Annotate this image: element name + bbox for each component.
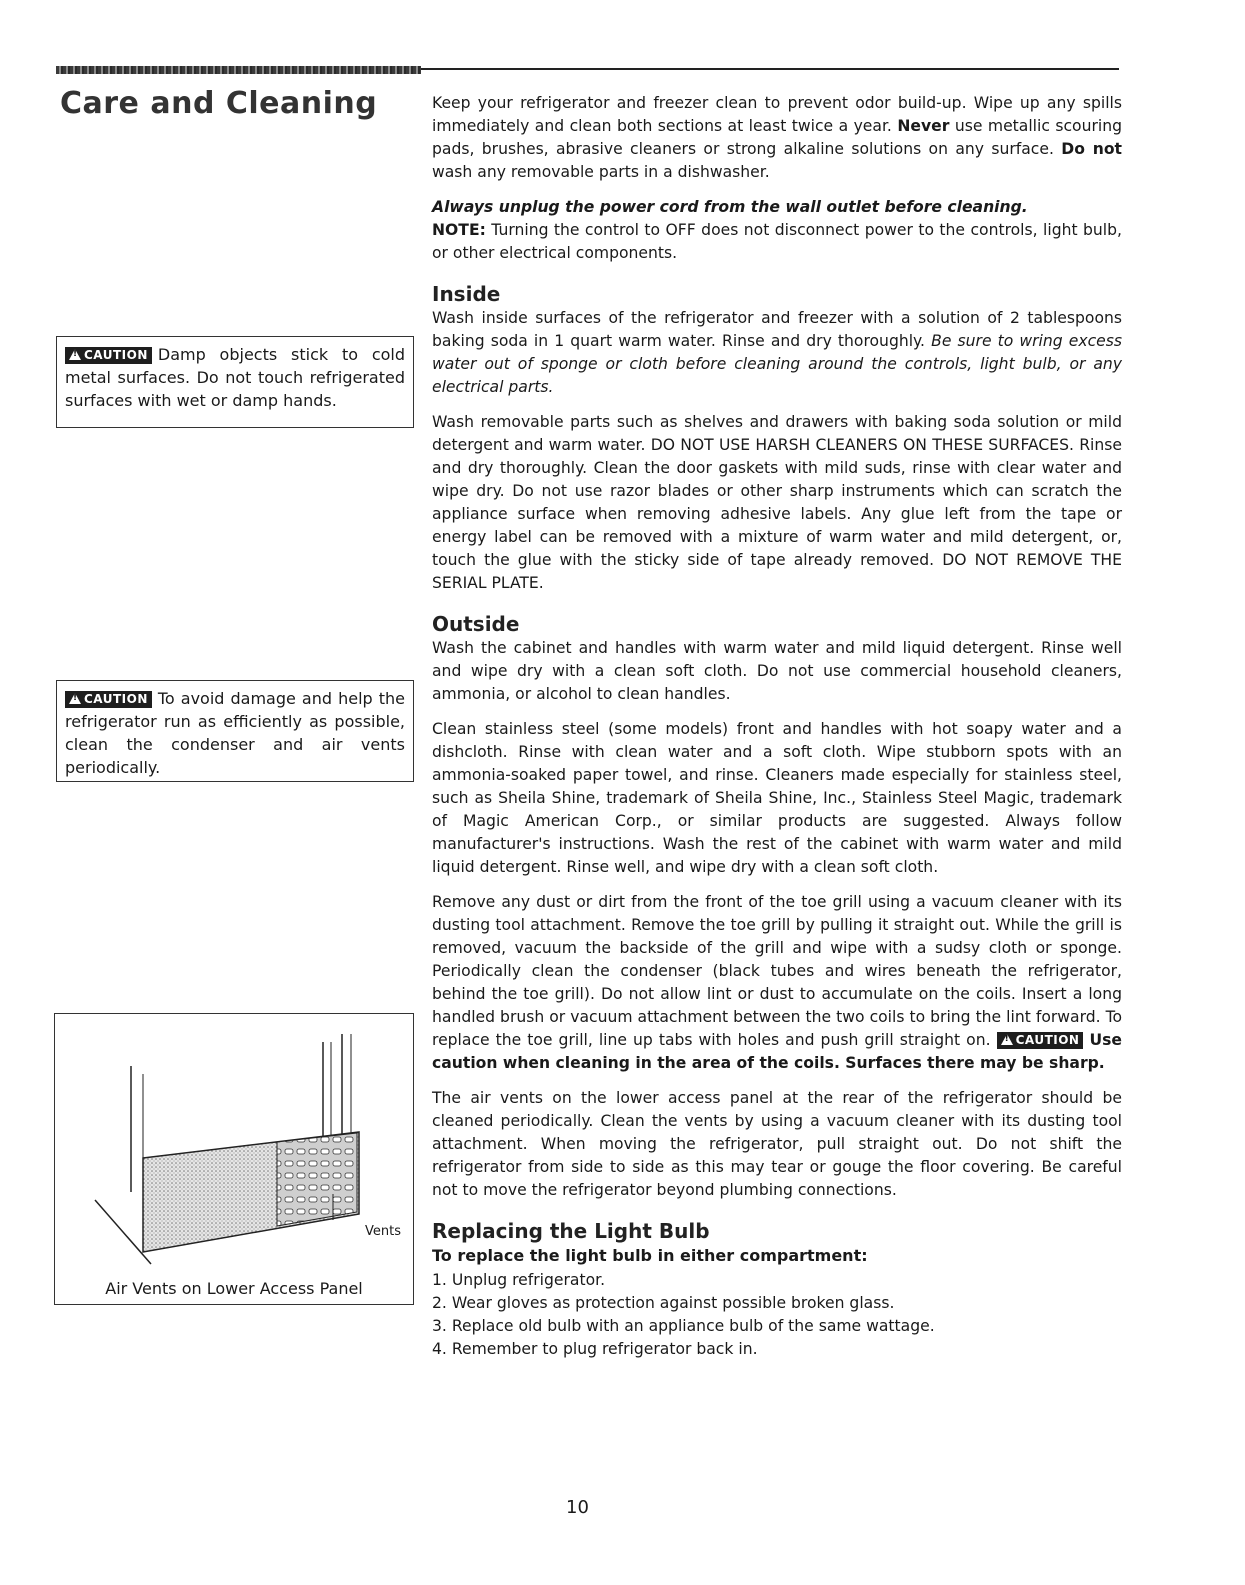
- bulb-steps-list: [432, 1269, 1122, 1361]
- bulb-heading: Replacing the Light Bulb: [432, 1219, 710, 1243]
- figure-caption: Air Vents on Lower Access Panel: [105, 1279, 363, 1298]
- main-content: [432, 92, 1122, 1361]
- warning-icon: [1001, 1034, 1013, 1045]
- note-text: Turning the control to OFF does not disconnect power to the controls, light bulb, or other electrical components.: [432, 221, 1122, 262]
- outside-paragraph-1: Wash the cabinet and handles with warm water and mild liquid detergent. Rinse well and wipe dry with a clean soft cloth. Do not use commercial household cleaners, ammonia, or alcohol to clean handles.: [432, 639, 1122, 703]
- bulb-subheading: To replace the light bulb in either compartment:: [432, 1246, 868, 1265]
- coil-caution-text: Use caution when cleaning in the area of the coils. Surfaces there may be sharp.: [432, 1031, 1123, 1072]
- intro-text: use metallic scouring pads, brushes, abrasive cleaners or strong alkaline solutions on any surface.: [432, 117, 1122, 158]
- caution-box-damp: [56, 336, 414, 428]
- unplug-warning: Always unplug the power cord from the wall outlet before cleaning.: [432, 198, 1028, 216]
- list-item: 4. Remember to plug refrigerator back in.: [432, 1340, 758, 1358]
- inside-paragraph-1: [432, 307, 1122, 399]
- air-vents-illustration: [55, 1014, 413, 1304]
- outside-paragraph-4: The air vents on the lower access panel at the rear of the refrigerator should be cleaned periodically. Clean the vents by using a vacuum cleaner with its dusting tool attachment. When moving the refrigerator, pull straight out. Do not shift the refrigerator from side to side as this may tear or gouge the floor covering. Be careful not to move the refrigerator beyond plumbing connections.: [432, 1089, 1122, 1199]
- caution-box-condenser: [56, 680, 414, 782]
- inside-text: Wash inside surfaces of the refrigerator and freezer with a solution of 2 tablespoons baking soda in 1 quart warm water. Rinse and dry thoroughly.: [432, 309, 1122, 350]
- outside-heading: Outside: [432, 612, 520, 636]
- intro-text: wash any removable parts in a dishwasher.: [432, 163, 770, 181]
- outside-paragraph-2: Clean stainless steel (some models) front and handles with hot soapy water and a dishcloth. Rinse with clean water and a soft cloth. Wipe stubborn spots with an ammonia-soaked paper towel, and rinse. Cleaners made especially for stainless steel, such as Sheila Shine, trademark of Sheila Shine, Inc., Stainless Steel Magic, trademark of Magic American Corp., or similar products are suggested. Always follow manufacturer's instructions. Wash the rest of the cabinet with warm water and mild liquid detergent. Rinse well, and wipe dry with a clean soft cloth.: [432, 720, 1122, 876]
- inside-heading: Inside: [432, 282, 501, 306]
- page-title: Care and Cleaning: [60, 86, 378, 121]
- unplug-warning-paragraph: [432, 196, 1122, 265]
- inside-paragraph-2: Wash removable parts such as shelves and drawers with baking soda solution or mild detergent and warm water. DO NOT USE HARSH CLEANERS ON THESE SURFACES. Rinse and dry thoroughly. Clean the door gaskets with mild suds, rinse with clear water and wipe dry. Do not use razor blades or other sharp instruments which can scratch the appliance surface when removing adhesive labels. Any glue left from the tape or energy label can be removed with a mixture of warm water and mild detergent, or, touch the glue with the sticky side of tape already removed. DO NOT REMOVE THE SERIAL PLATE.: [432, 413, 1122, 592]
- warning-icon: [69, 693, 81, 704]
- caution-text: Damp objects stick to cold metal surfaces. Do not touch refrigerated surfaces with wet or damp hands.: [65, 345, 405, 410]
- intro-text: Keep your refrigerator and freezer clean to prevent odor build-up. Wipe up any spills immediately and clean both sections at least twice a year.: [432, 94, 1122, 135]
- header-rule-thin: [421, 68, 1119, 70]
- outside-text: Remove any dust or dirt from the front of the toe grill using a vacuum cleaner with its dusting tool attachment. Remove the toe grill by pulling it straight out. While the grill is removed, vacuum the backside of the grill and wipe with a sudsy cloth or sponge. Periodically clean the condenser (black tubes and wires beneath the refrigerator, behind the toe grill). Do not allow lint or dust to accumulate on the coils. Insert a long handled brush or vacuum attachment between the two coils to bring the lint forward. To replace the toe grill, line up tabs with holes and push grill straight on.: [432, 893, 1122, 1049]
- warning-icon: [69, 349, 81, 360]
- caution-badge-label: CAUTION: [84, 692, 148, 706]
- caution-badge: [65, 691, 152, 708]
- caution-badge-label: CAUTION: [1015, 1033, 1080, 1047]
- caution-badge: [65, 347, 152, 364]
- outside-paragraph-3: [432, 891, 1122, 1075]
- list-item: 2. Wear gloves as protection against possible broken glass.: [432, 1294, 895, 1312]
- page-number: 10: [566, 1497, 589, 1518]
- caution-text: To avoid damage and help the refrigerator run as efficiently as possible, clean the condenser and air vents periodically.: [65, 689, 405, 777]
- intro-paragraph: [432, 92, 1122, 184]
- list-item: 1. Unplug refrigerator.: [432, 1271, 606, 1289]
- caution-badge: [997, 1032, 1084, 1049]
- intro-never: Never: [897, 117, 950, 135]
- air-vents-figure: [54, 1013, 414, 1305]
- intro-donot: Do not: [1061, 140, 1122, 158]
- note-label: NOTE:: [432, 221, 486, 239]
- list-item: 3. Replace old bulb with an appliance bulb of the same wattage.: [432, 1317, 935, 1335]
- caution-badge-label: CAUTION: [84, 348, 148, 362]
- inside-italic-text: Be sure to wring excess water out of sponge or cloth before cleaning around the controls, light bulb, or any electrical parts.: [432, 332, 1123, 396]
- header-rule-dark: [56, 66, 421, 74]
- vents-label: Vents: [365, 1224, 401, 1239]
